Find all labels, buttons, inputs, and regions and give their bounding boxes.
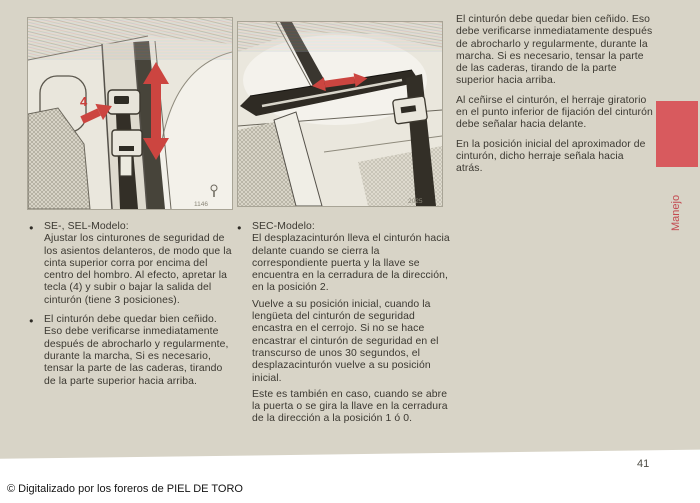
column-left bbox=[29, 221, 237, 395]
paragraph: El desplazacinturón lleva el cinturón hacia delante cuando se cierra la correspondiente puerta y la llave se encuentra en la cerradura de la dirección, en la posición 2. bbox=[252, 233, 450, 294]
paragraph: El cinturón debe quedar bien ceñido. Eso debe verificarse inmediatamente después de abrocharlo y regularmente, durante la marcha. Si es necesario, tensar la parte de las caderas, tirando de la parte superior hacia arriba. bbox=[456, 14, 653, 87]
belt-buckle bbox=[392, 96, 427, 124]
paragraph: El cinturón debe quedar bien ceñido. Eso debe verificarse inmediatamente después de abrocharlo y regularmente, durante la marcha, Si es necesario, tensar la parte de las caderas, tirando de la parte superior hacia arriba. bbox=[44, 314, 229, 387]
watermark-credit: © Digitalizado por los foreros de PIEL DE TORO bbox=[7, 483, 243, 495]
list-item-belt-fit bbox=[29, 314, 237, 388]
bullet-dot-icon: ● bbox=[29, 223, 34, 232]
list-item-sec bbox=[237, 221, 450, 426]
figure-ref-number: 1146 bbox=[194, 201, 208, 208]
bullet-dot-icon: ● bbox=[29, 316, 34, 326]
model-heading-se-sel: SE-, SEL-Modelo: bbox=[44, 221, 129, 232]
page-number: 41 bbox=[637, 458, 650, 470]
paragraph: Este es también en caso, cuando se abre la puerta o se gira la llave en la cerradura de la dirección a la posición 1 ó 0. bbox=[252, 388, 448, 425]
scan-moire-overlay bbox=[238, 22, 442, 52]
figure-ref-number: 2025 bbox=[408, 198, 423, 205]
model-heading-sec: SEC-Modelo: bbox=[252, 221, 315, 232]
paragraph: Ajustar los cinturones de seguridad de los asientos delanteros, de modo que la cinta superior corra por encima del centro del hombro. Al efecto, apretar la tecla (4) y subir o bajar la salida del cinturón (tiene 3 posiciones). bbox=[44, 233, 232, 306]
list-item-se-sel bbox=[29, 221, 237, 307]
figure-sec-drawing bbox=[238, 22, 442, 206]
scan-moire-overlay bbox=[28, 18, 232, 60]
paragraph: Al ceñirse el cinturón, el herraje giratorio en el punto inferior de fijación del cinturón debe señalar hacia delante. bbox=[456, 94, 653, 131]
section-tab-marker bbox=[656, 101, 698, 167]
section-tab-label: Manejo bbox=[670, 194, 682, 231]
belt-outlet-slot bbox=[114, 96, 129, 104]
figure-sec-belt-feeder bbox=[237, 21, 443, 207]
column-middle bbox=[237, 221, 450, 433]
figure-se-sel-drawing bbox=[28, 18, 232, 209]
figure-se-sel-belt-adjuster bbox=[27, 17, 233, 210]
bullet-dot-icon: ● bbox=[237, 223, 242, 232]
paragraph: En la posición inicial del aproximador de cinturón, dicho herraje señala hacia atrás. bbox=[456, 138, 646, 175]
belt-tongue-plate bbox=[112, 130, 142, 156]
column-right bbox=[456, 14, 653, 183]
paragraph: Vuelve a su posición inicial, cuando la lengüeta del cinturón de seguridad encastra en el cerrojo. Si no se hace encastrar el cinturón de seguridad en el transcurso de unos 30 segundos, el desplazacinturón vuelve a su posición inicial. bbox=[252, 298, 439, 384]
callout-4-label: 4 bbox=[80, 94, 88, 109]
